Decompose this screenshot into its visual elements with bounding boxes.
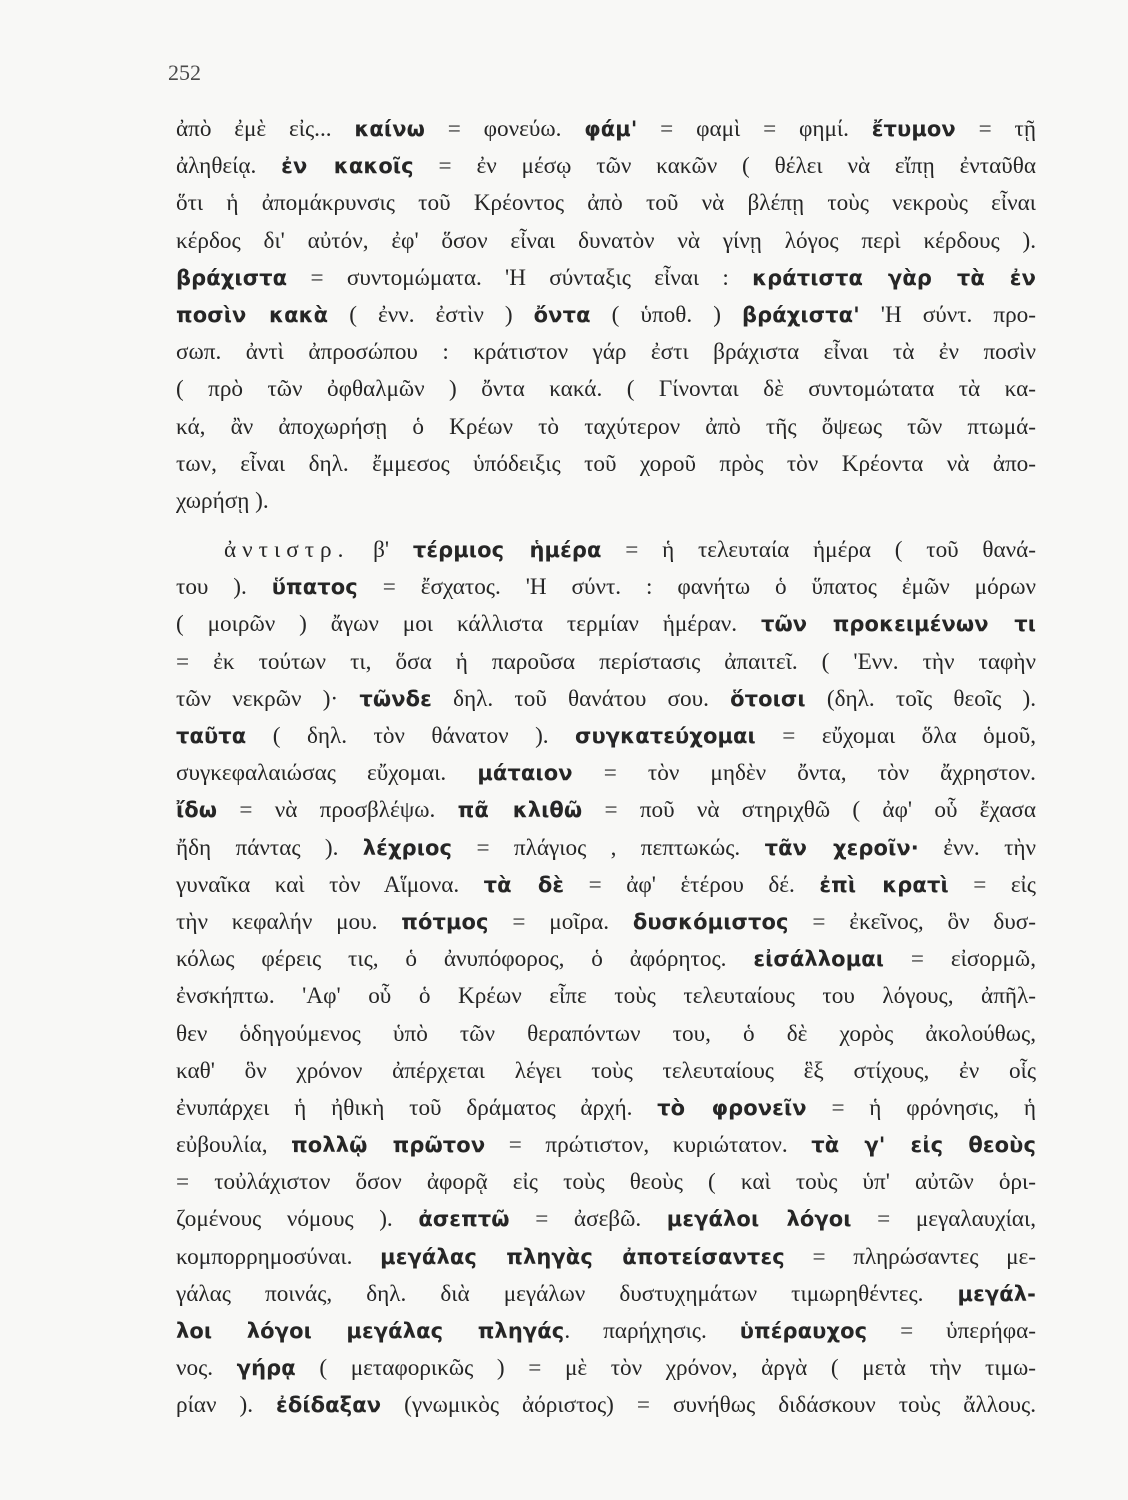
commentary-segment: κόλως φέρεις τις, ὁ ἀνυπόφορος, ὁ ἀφόρητος.: [176, 946, 754, 973]
lemma-term: ταῦτα: [176, 724, 247, 748]
commentary-segment: γάλας ποινάς, δηλ. διὰ μεγάλων δυστυχημάτων τιμωρηθέντες.: [176, 1280, 958, 1307]
page-number: 252: [168, 60, 201, 85]
lemma-term: ὑπέραυχος: [739, 1319, 868, 1343]
commentary-segment: ( πρὸ τῶν ὀφθαλμῶν ) ὄντα κακά. ( Γίνονται δὲ συντομώτατα τὰ κα-: [176, 376, 1036, 403]
commentary-segment: τὴν κεφαλήν μου.: [176, 908, 402, 935]
lemma-term: φάμ': [584, 117, 638, 141]
lemma-term: γήρᾳ: [236, 1356, 296, 1381]
commentary-text: [176, 111, 1036, 1425]
commentary-segment: ἀντιστρ.: [224, 537, 350, 564]
commentary-segment: του ).: [176, 574, 272, 601]
text-line: [176, 409, 1036, 446]
commentary-segment: ( μεταφορικῶς ) = μὲ τὸν χρόνον, ἀργὰ ( μετὰ τὴν τιμω-: [295, 1355, 1036, 1382]
commentary-segment: σωπ. ἀντὶ ἀπροσώπου : κράτιστον γάρ ἐστι βράχιστα εἶναι τὰ ἐν ποσὶν: [176, 339, 1036, 366]
lemma-term: μεγάλοι λόγοι: [666, 1207, 852, 1232]
text-line: [176, 297, 1036, 334]
commentary-segment: = μοῖρα.: [488, 908, 633, 935]
commentary-segment: ( δηλ. τὸν θάνατον ).: [246, 723, 576, 749]
text-line: [176, 941, 1036, 978]
text-line: [176, 185, 1036, 222]
text-line: [176, 1127, 1036, 1164]
lemma-term: πότμος: [401, 909, 489, 934]
lemma-term: μεγάλας πληγὰς ἀποτείσαντες: [380, 1244, 785, 1269]
text-line: [176, 606, 1036, 643]
lemma-term: βράχιστα': [741, 302, 860, 327]
lemma-term: ὅτοισι: [730, 686, 806, 711]
commentary-segment: κέρδος δι' αὐτόν, ἐφ' ὅσον εἶναι δυνατὸν νὰ γίνῃ λόγος περὶ κέρδους ).: [176, 227, 1036, 254]
commentary-segment: χωρήσῃ ).: [176, 487, 269, 514]
text-line: [176, 569, 1036, 606]
commentary-segment: = ἐκεῖνος, ὃν δυσ-: [788, 908, 1036, 935]
commentary-segment: = φαμὶ = φημί.: [637, 116, 872, 142]
lemma-term: κράτιστα γὰρ τὰ ἐν: [752, 265, 1036, 290]
commentary-segment: = ἐκ τούτων τι, ὅσα ἡ παροῦσα περίστασις ἀπαιτεῖ. ( 'Ενν. τὴν ταφὴν: [176, 648, 1036, 675]
commentary-segment: β': [349, 537, 413, 564]
commentary-segment: καθ' ὃν χρόνον ἀπέρχεται λέγει τοὺς τελευταίους ἓξ στίχους, ἐν οἷς: [176, 1057, 1036, 1084]
commentary-segment: ρίαν ).: [176, 1392, 277, 1419]
text-line: [176, 904, 1036, 941]
lemma-term: μάταιον: [477, 761, 573, 786]
text-line: [176, 223, 1036, 260]
text-line: [176, 1239, 1036, 1276]
lemma-term: ἐδίδαξαν: [276, 1393, 382, 1418]
commentary-segment: ἐνν. τὴν: [918, 834, 1036, 861]
text-line: [176, 1313, 1036, 1350]
lemma-term: τὰ δὲ: [483, 872, 565, 897]
commentary-segment: = τὸν μηδὲν ὄντα, τὸν ἄχρηστον.: [572, 760, 1036, 787]
commentary-segment: = νὰ προσβλέψω.: [217, 797, 458, 824]
text-line: [176, 867, 1036, 904]
commentary-segment: = ποῦ νὰ στηριχθῶ ( ἀφ' οὗ ἔχασα: [582, 797, 1036, 824]
commentary-segment: θεν ὁδηγούμενος ὑπὸ τῶν θεραπόντων του, ὁ δὲ χορὸς ἀκολούθως,: [176, 1020, 1036, 1047]
text-line: [176, 1090, 1036, 1127]
lemma-term: ἐν κακοῖς: [281, 154, 414, 179]
text-line: [176, 532, 1036, 569]
text-line: [176, 371, 1036, 408]
text-line: [176, 334, 1036, 371]
commentary-segment: = πλάγιος , πεπτωκώς.: [452, 834, 765, 861]
commentary-segment: = φονεύω.: [424, 116, 585, 142]
text-line: [176, 148, 1036, 185]
lemma-term: συγκατεύχομαι: [575, 724, 756, 748]
commentary-segment: γυναῖκα καὶ τὸν Αἵμονα.: [176, 871, 484, 898]
lemma-term: λέχριος: [362, 835, 453, 860]
text-line: [176, 1164, 1036, 1201]
commentary-segment: = εὔχομαι ὅλα ὁμοῦ,: [755, 723, 1037, 749]
commentary-segment: συγκεφαλαιώσας εὔχομαι.: [176, 760, 478, 787]
commentary-segment: εὐβουλία,: [176, 1132, 292, 1159]
commentary-segment: = τοὐλάχιστον ὅσον ἀφορᾷ εἰς τοὺς θεοὺς ( καὶ τοὺς ὑπ' αὐτῶν ὁρι-: [176, 1169, 1036, 1196]
text-line: [176, 644, 1036, 681]
commentary-segment: = ἀσεβῶ.: [509, 1206, 667, 1233]
text-line: [176, 1201, 1036, 1238]
lemma-term: ὕπατος: [271, 575, 358, 600]
commentary-segment: = ἡ φρόνησις, ἡ: [806, 1094, 1036, 1121]
commentary-segment: ἀπὸ ἐμὲ εἰς...: [176, 116, 355, 142]
lemma-term: τὰ γ' εἰς θεοὺς: [811, 1133, 1036, 1158]
text-line: [176, 111, 1036, 148]
commentary-segment: ἐνσκήπτω. 'Αφ' οὗ ὁ Κρέων εἶπε τοὺς τελευταίους του λόγους, ἀπῆλ-: [176, 983, 1036, 1010]
commentary-segment: = ἡ τελευταία ἡμέρα ( τοῦ θανά-: [601, 537, 1036, 564]
commentary-segment: κά, ἂν ἀποχωρήσῃ ὁ Κρέων τὸ ταχύτερον ἀπὸ τῆς ὄψεως τῶν πτωμά-: [176, 413, 1036, 440]
commentary-segment: ἀληθείᾳ.: [176, 153, 282, 180]
lemma-term: ἐπὶ κρατὶ: [819, 872, 949, 897]
lemma-term: ἔτυμον: [871, 117, 956, 141]
lemma-term: πολλῷ πρῶτον: [291, 1133, 486, 1158]
commentary-segment: νος.: [176, 1355, 237, 1382]
lemma-term: μεγάλ-: [957, 1281, 1036, 1306]
text-line: [176, 792, 1036, 829]
text-line: [176, 260, 1036, 297]
text-line: [176, 718, 1036, 755]
commentary-segment: ζομένους νόμους ).: [176, 1206, 419, 1233]
text-line: [176, 755, 1036, 792]
commentary-segment: = ἐν μέσῳ τῶν κακῶν ( θέλει νὰ εἴπῃ ἐνταῦθα: [413, 153, 1036, 180]
commentary-segment: = εἰς: [948, 871, 1036, 898]
commentary-segment: (δηλ. τοῖς θεοῖς ).: [805, 685, 1036, 712]
text-line: [176, 1276, 1036, 1313]
commentary-segment: = ὑπερήφα-: [867, 1318, 1036, 1344]
lemma-term: ἀσεπτῶ: [418, 1207, 510, 1232]
commentary-segment: ἤδη πάντας ).: [176, 834, 363, 861]
lemma-term: τὸ φρονεῖν: [657, 1095, 807, 1120]
text-line: [176, 1387, 1036, 1424]
commentary-segment: τῶν νεκρῶν )·: [176, 685, 360, 712]
commentary-segment: ὅτι ἡ ἀπομάκρυνσις τοῦ Κρέοντος ἀπὸ τοῦ νὰ βλέπῃ τοὺς νεκροὺς εἶναι: [176, 190, 1036, 217]
commentary-segment: (γνωμικὸς ἀόριστος) = συνήθως διδάσκουν τοὺς ἄλλους.: [381, 1392, 1036, 1419]
lemma-term: τῶν προκειμένων τι: [760, 612, 1036, 637]
commentary-segment: = τῇ: [955, 116, 1036, 142]
lemma-term: τῶνδε: [359, 686, 432, 711]
text-line: [176, 1350, 1036, 1387]
commentary-segment: των, εἶναι δηλ. ἔμμεσος ὑπόδειξις τοῦ χοροῦ πρὸς τὸν Κρέοντα νὰ ἀπο-: [176, 450, 1036, 477]
commentary-segment: = μεγαλαυχίαι,: [851, 1206, 1036, 1233]
text-line: [176, 1016, 1036, 1053]
text-line: [176, 1053, 1036, 1090]
commentary-segment: δηλ. τοῦ θανάτου σου.: [431, 685, 731, 712]
commentary-segment: ἐνυπάρχει ἡ ἠθικὴ τοῦ δράματος ἀρχή.: [176, 1094, 658, 1121]
lemma-term: λοι λόγοι μεγάλας πληγάς: [176, 1319, 565, 1343]
text-line: [176, 978, 1036, 1015]
text-line: [176, 830, 1036, 867]
lemma-term: ποσὶν κακὰ: [176, 302, 329, 327]
commentary-segment: ( ὑποθ. ): [590, 301, 742, 328]
lemma-term: πᾶ κλιθῶ: [457, 798, 583, 823]
lemma-term: ὄντα: [533, 302, 591, 327]
lemma-term: τέρμιος ἡμέρα: [412, 538, 602, 563]
commentary-segment: . παρήχησις.: [564, 1318, 740, 1344]
commentary-segment: 'Η σύντ. προ-: [859, 301, 1036, 328]
commentary-segment: = εἰσορμῶ,: [884, 946, 1036, 973]
text-line: [176, 483, 1036, 520]
commentary-segment: = ἀφ' ἑτέρου δέ.: [564, 871, 820, 898]
commentary-segment: = ἔσχατος. 'Η σύντ. : φανήτω ὁ ὕπατος ἐμῶν μόρων: [357, 574, 1036, 601]
commentary-segment: κομπορρημοσύναι.: [176, 1243, 381, 1270]
commentary-segment: = συντομώματα. 'Η σύνταξις εἶναι :: [287, 264, 753, 291]
text-line: [176, 681, 1036, 718]
commentary-segment: = πρώτιστον, κυριώτατον.: [485, 1132, 812, 1159]
commentary-segment: = πληρώσαντες με-: [784, 1243, 1036, 1270]
lemma-term: ἴδω: [176, 798, 218, 823]
lemma-term: δυσκόμιστος: [632, 909, 789, 934]
text-line: [176, 446, 1036, 483]
lemma-term: βράχιστα: [176, 265, 288, 290]
lemma-term: τᾶν χεροῖν·: [764, 835, 919, 860]
commentary-segment: ( μοιρῶν ) ἄγων μοι κάλλιστα τερμίαν ἡμέραν.: [176, 611, 761, 638]
lemma-term: καίνω: [354, 117, 425, 141]
lemma-term: εἰσάλλομαι: [753, 947, 885, 972]
commentary-segment: ( ἐνν. ἐστὶν ): [328, 301, 534, 328]
